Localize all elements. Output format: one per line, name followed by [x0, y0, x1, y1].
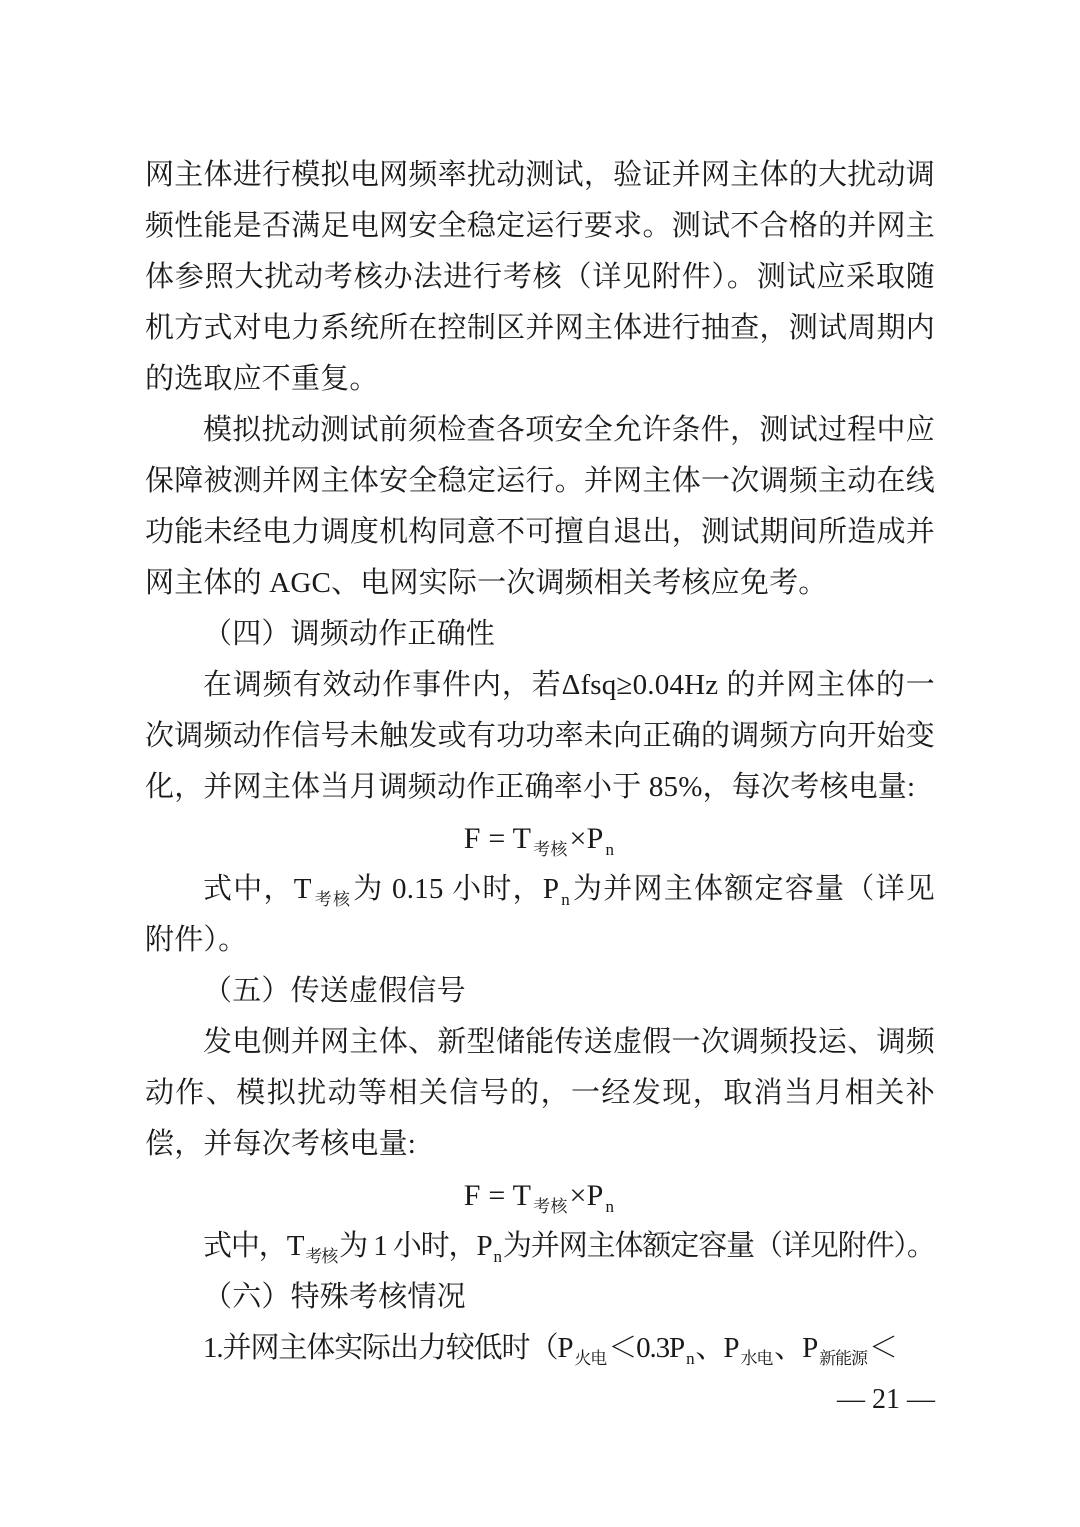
subscript: 水电: [740, 1348, 773, 1368]
text-segment: 为并网主体额定容量（详见附件）。: [502, 1230, 935, 1262]
text-segment: 为 0.15 小时，P: [353, 873, 560, 905]
section-heading-5: （五）传送虚假信号: [203, 975, 466, 1007]
formula-assessment-energy-2: [145, 1170, 935, 1221]
formula-term: ×P: [569, 1179, 604, 1212]
subscript: n: [605, 840, 615, 859]
subscript: 考核: [533, 1197, 568, 1216]
formula-term: F = T: [463, 1179, 532, 1212]
paragraph-section5-intro: 发电侧并网主体、新型储能传送虚假一次调频投运、调频动作、模拟扰动等相关信号的，一经发现，取消当月相关补偿，并每次考核电量:: [145, 1026, 935, 1160]
section-heading-6: （六）特殊考核情况: [203, 1281, 466, 1313]
formula-term: F = T: [463, 822, 532, 855]
subscript: n: [493, 1246, 501, 1266]
subscript: 考核: [533, 840, 568, 859]
paragraph-continuation: 网主体进行模拟电网频率扰动测试，验证并网主体的大扰动调频性能是否满足电网安全稳定运行要求。测试不合格的并网主体参照大扰动考核办法进行考核（详见附件）。测试应采取随机方式对电力系统所在控制区并网主体进行抽查，测试周期内的选取应不重复。: [145, 159, 935, 395]
text-segment: ＜0.3P: [608, 1332, 685, 1364]
paragraph-low-output: [145, 1323, 935, 1374]
paragraph-test-safety: 模拟扰动测试前须检查各项安全允许条件，测试过程中应保障被测并网主体安全稳定运行。并网主体一次调频主动在线功能未经电力调度机构同意不可擅自退出，测试期间所造成并网主体的 AGC、电网实际一次调频相关考核应免考。: [145, 414, 935, 599]
subscript: n: [686, 1348, 694, 1368]
subscript: 考核: [313, 889, 352, 909]
formula-assessment-energy-1: [145, 813, 935, 864]
formula-term: ×P: [569, 822, 604, 855]
subscript: n: [561, 889, 570, 909]
text-segment: 为并网主体额定容量（详见附件）。: [145, 873, 935, 956]
paragraph-formula2-note: [145, 1221, 935, 1272]
text-segment: ＜: [868, 1332, 897, 1364]
text-segment: 、P: [774, 1332, 818, 1364]
subscript: n: [605, 1197, 615, 1216]
text-segment: 式中，T: [203, 873, 312, 905]
section-heading-4: （四）调频动作正确性: [203, 618, 496, 650]
subscript: 考核: [305, 1246, 338, 1266]
text-segment: 、P: [695, 1332, 739, 1364]
paragraph-formula1-note: [145, 864, 935, 966]
subscript: 新能源: [819, 1348, 867, 1368]
paragraph-section4-intro: 在调频有效动作事件内，若Δfsq≥0.04Hz 的并网主体的一次调频动作信号未触发或有功功率未向正确的调频方向开始变化，并网主体当月调频动作正确率小于 85%，每次考核电量:: [145, 669, 935, 803]
text-segment: 为 1 小时，P: [339, 1230, 492, 1262]
text-segment: 式中，T: [203, 1230, 304, 1262]
subscript: 火电: [574, 1348, 607, 1368]
text-segment: 1.并网主体实际出力较低时（P: [203, 1332, 573, 1364]
page-number: — 21 —: [837, 1384, 935, 1415]
page-body-text: [145, 150, 935, 1425]
